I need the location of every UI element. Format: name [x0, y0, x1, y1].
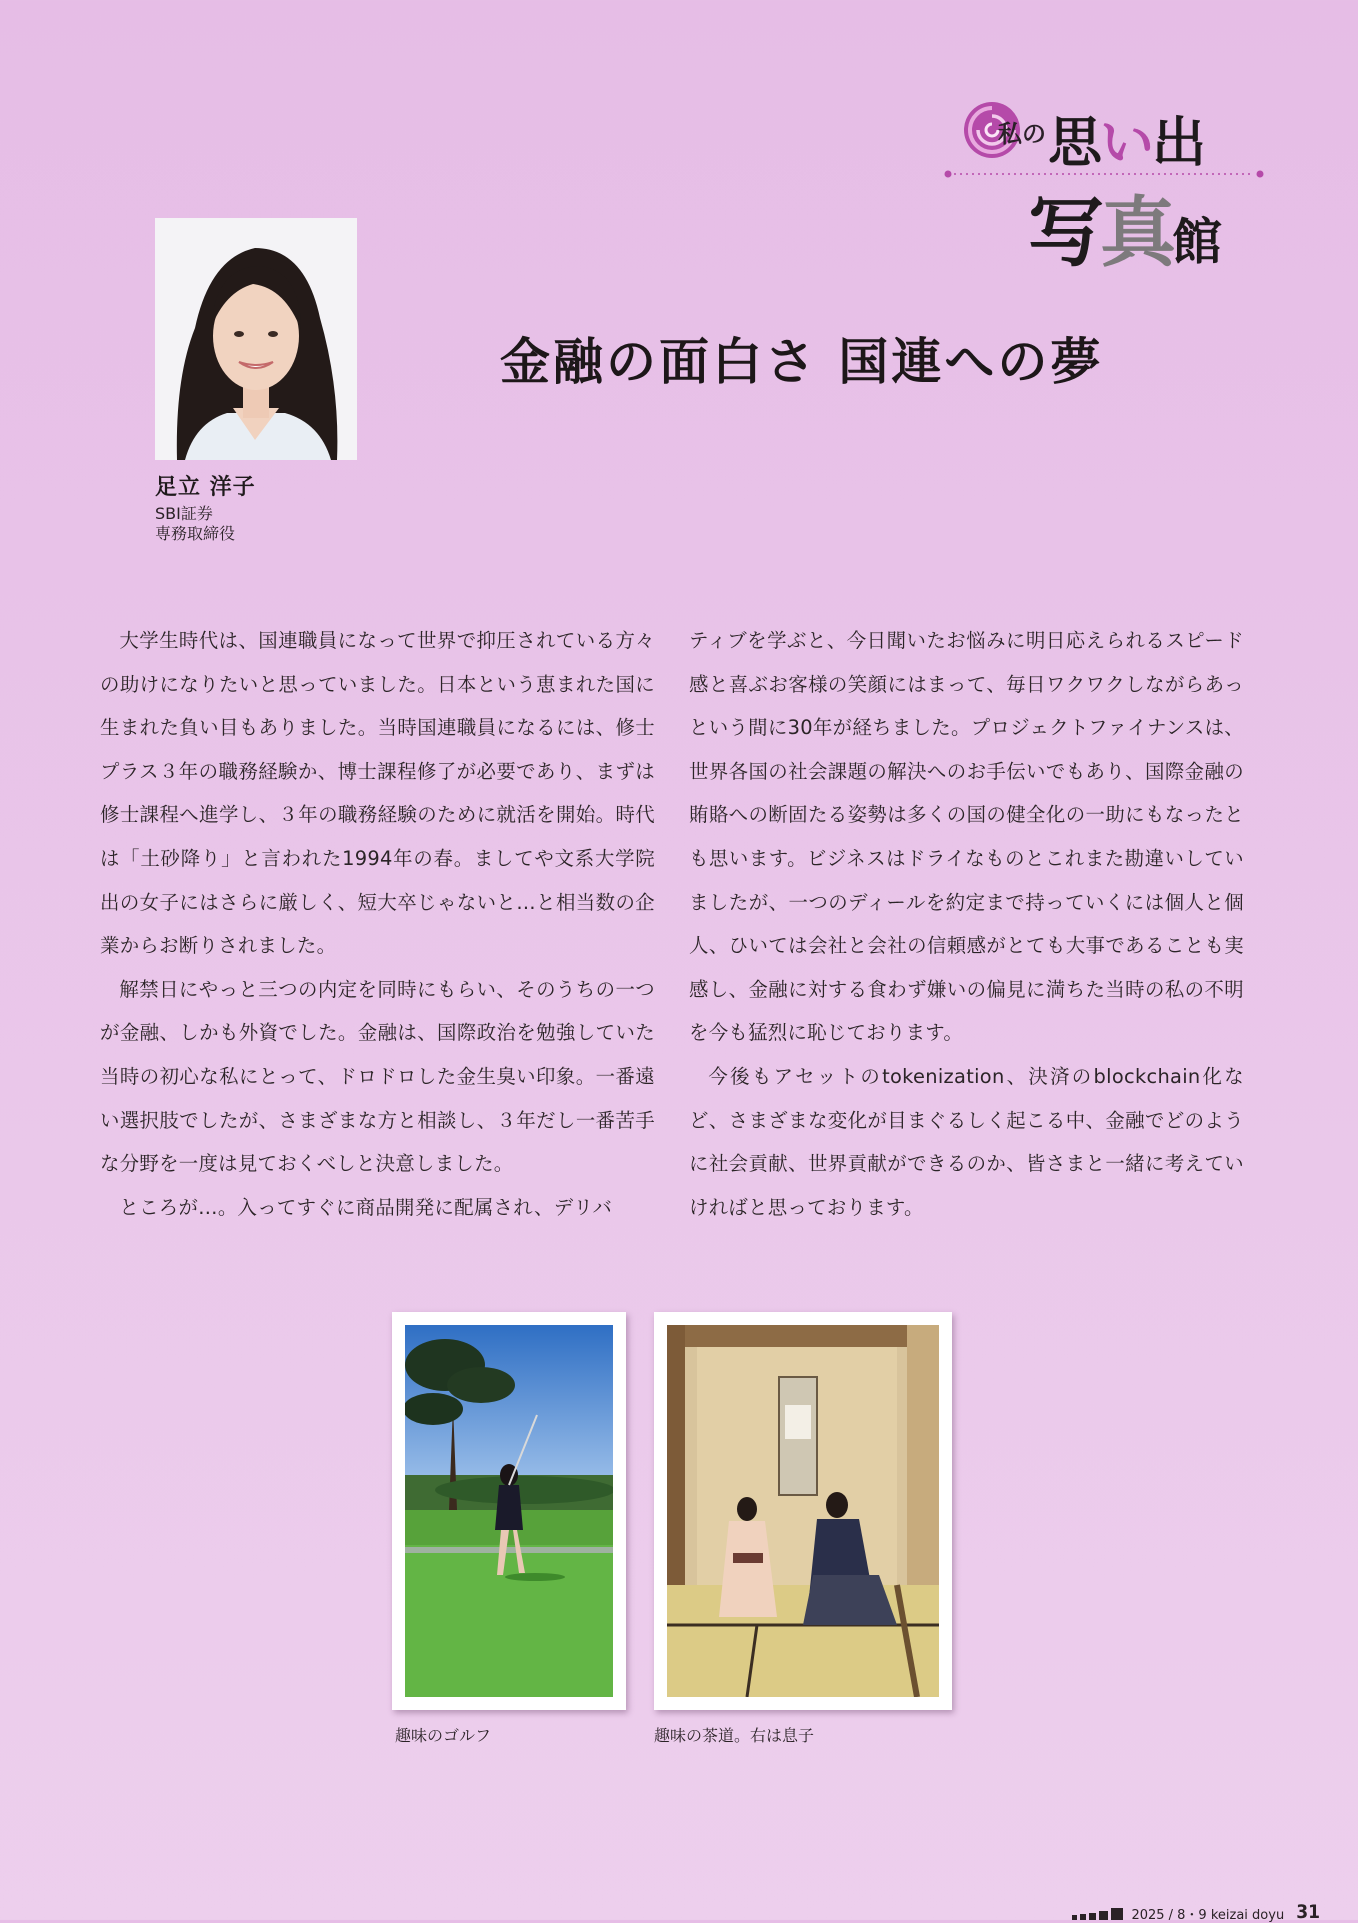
- page-number: 31: [1296, 1901, 1320, 1923]
- folio-marks: [1072, 1908, 1123, 1923]
- issue-date: 2025 / 8・9 keizai doyu: [1131, 1908, 1285, 1923]
- author-role: 専務取締役: [155, 524, 236, 543]
- author-company: SBI証券: [155, 504, 213, 523]
- photo-golf: [392, 1312, 626, 1710]
- body-column-left: [100, 619, 655, 1229]
- series-char: 出: [1152, 110, 1204, 174]
- author-portrait: [155, 218, 357, 460]
- tea-room-illustration: [667, 1325, 939, 1697]
- series-prefix: 私の: [998, 119, 1046, 148]
- author-name: 足立 洋子: [155, 475, 256, 500]
- photo-caption: 趣味のゴルフ: [395, 1726, 492, 1745]
- page-footer: [1072, 1903, 1320, 1923]
- article-title: 金融の面白さ 国連への夢: [500, 332, 1104, 391]
- body-column-right: [689, 619, 1244, 1229]
- series-logo: [936, 92, 1276, 277]
- portrait-illustration: [155, 218, 357, 460]
- series-title-line1: [1048, 100, 1204, 177]
- series-char: 思: [1048, 110, 1100, 174]
- photo-tea-ceremony: [654, 1312, 952, 1710]
- series-char-accent: い: [1100, 110, 1152, 174]
- body-paragraph-continued: ティブを学ぶと、今日聞いたお悩みに明日応えられるスピード感と喜ぶお客様の笑顔にはまって、毎日ワクワクしながらあっという間に30年が経ちました。プロジェクトファイナンスは、世界各国の社会課題の解決へのお手伝いでもあり、国際金融の賄賂への断固たる姿勢は多くの国の健全化の一助にもなったとも思います。ビジネスはドライなものとこれまた勘違いしていましたが、一つのディールを約定まで持っていくには個人と個人、ひいては会社と会社の信頼感がとても大事であることも実感し、金融に対する食わず嫌いの偏見に満ちた当時の私の不明を今も猛烈に恥じております。: [689, 629, 1244, 1045]
- body-paragraph: 大学生時代は、国連職員になって世界で抑圧されている方々の助けになりたいと思っていました。日本という恵まれた国に生まれた負い目もありました。当時国連職員になるには、修士プラス３年の職務経験か、博士課程修了が必要であり、まずは修士課程へ進学し、３年の職務経験のために就活を開始。時代は「土砂降り」と言われた1994年の春。ましてや文系大学院出の女子にはさらに厳しく、短大卒じゃないと…と相当数の企業からお断りされました。: [100, 629, 655, 958]
- series-title-line2: [1028, 172, 1222, 281]
- body-paragraph: 解禁日にやっと三つの内定を同時にもらい、そのうちの一つが金融、しかも外資でした。金融は、国際政治を勉強していた当時の初心な私にとって、ドロドロした金生臭い印象。一番遠い選択肢でしたが、さまざまな方と相談し、３年だし一番苦手な分野を一度は見ておくべしと決意しました。: [100, 977, 655, 1176]
- photo-caption: 趣味の茶道。右は息子: [654, 1726, 815, 1745]
- series-char-gray: 真: [1100, 188, 1172, 277]
- series-char: 写: [1028, 188, 1100, 277]
- golf-scene-illustration: [405, 1325, 613, 1697]
- body-paragraph: ところが…。入ってすぐに商品開発に配属され、デリバ: [119, 1195, 613, 1219]
- series-char: 館: [1172, 212, 1222, 271]
- body-paragraph: 今後もアセットのtokenization、決済のblockchain化など、さまざまな変化が目まぐるしく起こる中、金融でどのように社会貢献、世界貢献ができるのか、皆さまと一緒に考えていければと思っております。: [689, 1064, 1244, 1219]
